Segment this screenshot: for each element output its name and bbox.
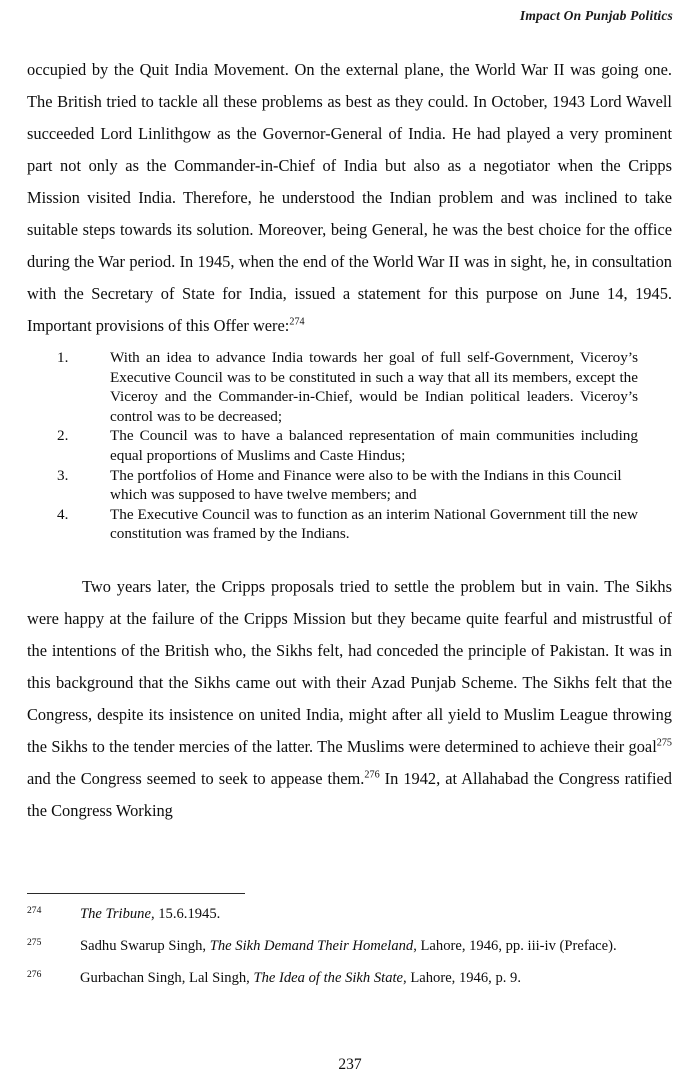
- list-item-number: 4.: [57, 505, 69, 523]
- list-item-text: With an idea to advance India towards her goal of full self-Government, Viceroy’s Executive Council was to be constituted in such a way that all its members, except the Viceroy and the Commander-in-Chief, would be Indian political leaders. Viceroy’s control was to be decreased;: [110, 349, 638, 425]
- provisions-list: [27, 348, 672, 544]
- footnote-number: 275: [27, 937, 42, 948]
- running-header: Impact On Punjab Politics: [519, 8, 673, 23]
- page-number: 237: [338, 1056, 362, 1073]
- list-item-number: 3.: [57, 466, 69, 484]
- paragraph-2-segment-2: and the Congress seemed to seek to appease them.: [27, 768, 365, 788]
- paragraph-2-segment-3: In 1942, at Allahabad the Congress ratified the Congress Working: [27, 768, 672, 820]
- footnote-entry: [27, 936, 672, 956]
- list-item: [27, 426, 672, 465]
- footnote-number: 276: [27, 969, 42, 980]
- footnote-entry: [27, 904, 672, 924]
- list-item-number: 2.: [57, 427, 69, 445]
- body-text-block: [27, 54, 672, 827]
- footnote-marker-274[interactable]: 274: [289, 316, 305, 328]
- paragraph-2: [27, 571, 672, 827]
- footnote-marker-276[interactable]: 276: [364, 769, 380, 781]
- footnotes-section: [27, 893, 672, 988]
- paragraph-1-text: occupied by the Quit India Movement. On the external plane, the World War II was going one. The British tried to tackle all these problems as best as they could. In October, 1943 Lord Wavell succeeded Lord Linlithgow as the Governor-General of India. He had played a very prominent part not only as the Commander-in-Chief of India but also as a negotiator when the Cripps Mission visited India. Therefore, he understood the Indian problem and was inclined to take suitable steps towards its solution. Moreover, being General, he was the best choice for the office during the War period. In 1945, when the end of the World War II was in sight, he, in consultation with the Secretary of State for India, issued a statement for this purpose on June 14, 1945. Important provisions of this Offer were:: [27, 60, 672, 335]
- footnote-separator-rule: [27, 893, 245, 894]
- list-item-number: 1.: [57, 349, 69, 366]
- footnote-number: 274: [27, 905, 42, 916]
- list-item: [27, 466, 672, 505]
- footnote-marker-275[interactable]: 275: [656, 737, 672, 749]
- list-item: [27, 348, 672, 426]
- footnote-text: The Tribune, 15.6.1945.: [80, 906, 221, 922]
- paragraph-spacer: [27, 544, 672, 571]
- list-item-text: The Council was to have a balanced representation of main communities including equal proportions of Muslims and Caste Hindus;: [110, 427, 638, 464]
- paragraph-2-segment-1: Two years later, the Cripps proposals tried to settle the problem but in vain. The Sikhs were happy at the failure of the Cripps Mission but they became quite fearful and mistrustful of the intentions of the British who, the Sikhs felt, had conceded the principle of Pakistan. It was in this background that the Sikhs came out with their Azad Punjab Scheme. The Sikhs felt that the Congress, despite its insistence on united India, might after all yield to Muslim League throwing the Sikhs to the tender mercies of the latter. The Muslims were determined to achieve their goal: [27, 576, 672, 756]
- list-item: [27, 505, 672, 544]
- footnote-text: Gurbachan Singh, Lal Singh, The Idea of the Sikh State, Lahore, 1946, p. 9.: [80, 970, 521, 986]
- list-item-text: The portfolios of Home and Finance were also to be with the Indians in this Council which was supposed to have twelve members; and: [110, 466, 622, 504]
- paragraph-1: [27, 54, 672, 342]
- footnote-entry: [27, 968, 672, 988]
- list-item-text: The Executive Council was to function as an interim National Government till the new constitution was framed by the Indians.: [110, 505, 638, 543]
- footnote-text: Sadhu Swarup Singh, The Sikh Demand Their Homeland, Lahore, 1946, pp. iii-iv (Preface).: [80, 938, 617, 954]
